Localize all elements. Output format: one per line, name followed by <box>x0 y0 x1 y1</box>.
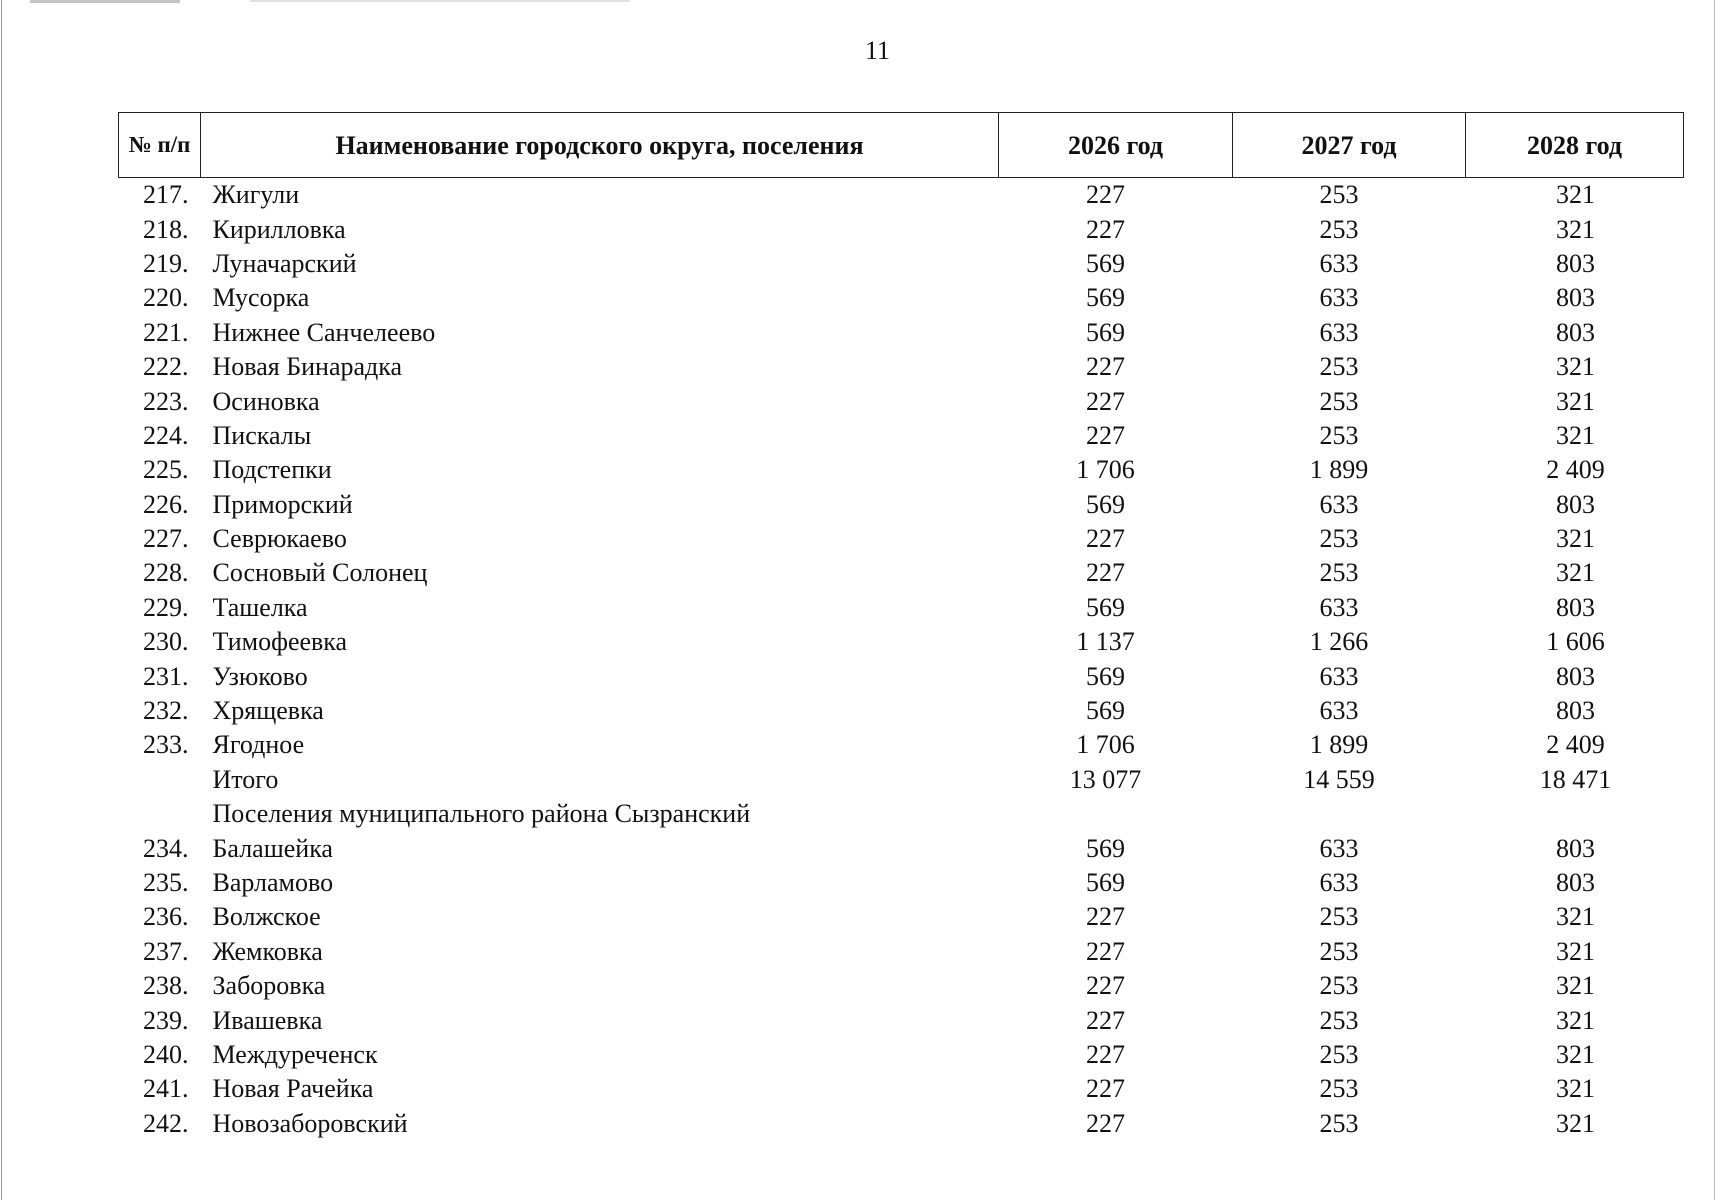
row-value-2027: 633 <box>1319 868 1359 897</box>
row-value-2027: 633 <box>1319 248 1359 278</box>
row-name: Варламово <box>212 868 334 897</box>
row-number: 234. <box>143 833 189 863</box>
row-name: Ташелка <box>212 592 308 622</box>
table-row <box>119 281 1684 315</box>
row-value-2028: 803 <box>1556 833 1595 863</box>
row-value-2027: 633 <box>1319 833 1359 863</box>
row-name: Сосновый Солонец <box>212 558 428 588</box>
row-value-2028: 321 <box>1556 524 1595 554</box>
row-number: 229. <box>143 592 189 622</box>
row-value-2027: 253 <box>1319 214 1359 244</box>
row-name: Приморский <box>212 489 353 519</box>
row-value-2028: 321 <box>1556 180 1595 210</box>
row-value-2027: 14 559 <box>1303 764 1375 794</box>
row-value-2027: 253 <box>1319 524 1359 554</box>
row-value-2026: 227 <box>1086 902 1125 932</box>
row-name: Ивашевка <box>212 1005 323 1035</box>
table-row <box>119 212 1684 246</box>
row-value-2028: 803 <box>1556 592 1595 622</box>
row-name: Новозаборовский <box>212 1108 408 1138</box>
row-value-2028: 803 <box>1556 283 1595 313</box>
table-row <box>119 659 1684 693</box>
row-value-2027 <box>1233 797 1466 831</box>
row-name: Волжское <box>212 902 321 932</box>
header-2028: 2028 год <box>1466 113 1684 178</box>
row-value-2027: 253 <box>1319 420 1359 450</box>
row-number: 218. <box>143 214 189 244</box>
row-value-2026 <box>999 797 1233 831</box>
row-value-2028: 321 <box>1556 420 1595 450</box>
row-value-2026: 569 <box>1086 248 1125 278</box>
row-value-2027: 253 <box>1319 936 1359 966</box>
row-number: 228. <box>143 558 189 588</box>
row-value-2026: 227 <box>1086 386 1125 416</box>
row-value-2028: 803 <box>1556 696 1595 726</box>
row-number: 220. <box>143 283 189 313</box>
row-value-2027: 253 <box>1319 386 1359 416</box>
table-row <box>119 591 1684 625</box>
row-value-2028: 18 471 <box>1539 764 1612 794</box>
row-value-2026: 227 <box>1086 971 1125 1001</box>
scan-edge-right <box>1714 0 1715 1200</box>
row-value-2028: 321 <box>1556 1039 1595 1069</box>
table-row <box>119 178 1684 213</box>
row-number: 238. <box>143 971 189 1001</box>
row-value-2028: 803 <box>1556 868 1595 897</box>
row-name: Осиновка <box>212 386 320 416</box>
row-value-2028: 321 <box>1556 558 1595 588</box>
table-row <box>119 831 1684 865</box>
page-number: 11 <box>864 36 891 65</box>
row-name: Ягодное <box>212 730 305 760</box>
row-name: Итого <box>212 764 279 794</box>
row-value-2027: 253 <box>1319 971 1359 1001</box>
row-number: 219. <box>143 248 189 278</box>
row-number: 233. <box>143 730 189 760</box>
row-value-2028: 321 <box>1556 971 1595 1001</box>
row-name: Поселения муниципального района Сызранский <box>212 799 751 829</box>
row-value-2026: 1 706 <box>1076 455 1135 485</box>
row-value-2027: 1 899 <box>1309 730 1369 760</box>
row-number: 227. <box>143 524 189 554</box>
row-name: Луначарский <box>212 248 357 278</box>
row-value-2027: 253 <box>1319 1005 1359 1035</box>
row-value-2027: 253 <box>1319 558 1359 588</box>
row-name: Жемковка <box>212 936 323 966</box>
row-number: 237. <box>143 936 189 966</box>
table-row <box>119 797 1684 831</box>
row-value-2026: 569 <box>1086 283 1125 313</box>
row-name: Кирилловка <box>212 214 346 244</box>
row-value-2027: 253 <box>1319 180 1359 210</box>
row-name: Междуреченск <box>212 1039 378 1069</box>
row-number: 224. <box>143 420 189 450</box>
row-value-2026: 227 <box>1086 420 1125 450</box>
row-number: 231. <box>143 661 189 691</box>
row-value-2026: 227 <box>1086 214 1125 244</box>
table-row <box>119 763 1684 797</box>
row-value-2027: 1 899 <box>1309 455 1369 485</box>
row-number: 239. <box>143 1005 189 1035</box>
table-row <box>119 419 1684 453</box>
row-value-2026: 569 <box>1086 868 1125 897</box>
header-name: Наименование городского округа, поселения <box>201 113 999 178</box>
row-number: 230. <box>143 627 189 657</box>
row-value-2026: 227 <box>1086 524 1125 554</box>
table-row <box>119 935 1684 969</box>
row-value-2028: 2 409 <box>1546 730 1605 760</box>
table-row <box>119 625 1684 659</box>
row-number: 232. <box>143 696 189 726</box>
row-value-2026: 227 <box>1086 1005 1125 1035</box>
row-value-2028: 321 <box>1556 1005 1595 1035</box>
row-number: 217. <box>143 180 189 210</box>
row-value-2027: 253 <box>1319 1039 1359 1069</box>
row-value-2026: 227 <box>1086 558 1125 588</box>
scan-artifact <box>30 0 180 3</box>
row-value-2028: 321 <box>1556 352 1595 382</box>
row-value-2028: 2 409 <box>1546 455 1605 485</box>
row-name: Жигули <box>212 180 300 210</box>
row-value-2026: 569 <box>1086 317 1125 347</box>
row-value-2028: 321 <box>1556 386 1595 416</box>
row-number: 242. <box>143 1108 189 1138</box>
row-value-2028: 321 <box>1556 902 1595 932</box>
table-row <box>119 1038 1684 1072</box>
table-row <box>119 694 1684 728</box>
row-name: Новая Рачейка <box>212 1074 374 1104</box>
row-value-2026: 227 <box>1086 1108 1125 1138</box>
row-number: 222. <box>143 352 189 382</box>
row-name: Новая Бинарадка <box>212 352 403 382</box>
row-value-2026: 13 077 <box>1069 764 1142 794</box>
row-value-2026: 569 <box>1086 661 1125 691</box>
row-value-2027: 253 <box>1319 902 1359 932</box>
row-number: 226. <box>143 489 189 519</box>
row-value-2027: 633 <box>1319 661 1359 691</box>
table-row <box>119 247 1684 281</box>
table-row <box>119 866 1684 900</box>
row-name: Узюково <box>212 661 308 691</box>
header-number: № п/п <box>119 113 201 178</box>
row-number: 240. <box>143 1039 189 1069</box>
row-value-2026: 227 <box>1086 180 1125 210</box>
header-2027: 2027 год <box>1233 113 1466 178</box>
row-value-2028: 803 <box>1556 248 1595 278</box>
scan-edge-left <box>1 0 2 1200</box>
row-value-2027: 633 <box>1319 489 1359 519</box>
row-number: 225. <box>143 455 189 485</box>
table-row <box>119 728 1684 762</box>
row-value-2028: 1 606 <box>1546 627 1605 657</box>
row-value-2026: 227 <box>1086 352 1125 382</box>
row-value-2028: 321 <box>1556 1108 1595 1138</box>
row-value-2026: 227 <box>1086 1074 1125 1104</box>
table-row <box>119 488 1684 522</box>
row-value-2028: 321 <box>1556 214 1595 244</box>
row-value-2027: 253 <box>1319 352 1359 382</box>
table-row <box>119 900 1684 934</box>
table-row <box>119 350 1684 384</box>
row-number <box>119 763 201 797</box>
table-row <box>119 1072 1684 1106</box>
row-value-2026: 569 <box>1086 833 1125 863</box>
row-number: 235. <box>143 868 189 897</box>
row-value-2026: 569 <box>1086 489 1125 519</box>
table-row <box>119 556 1684 590</box>
row-name: Заборовка <box>212 971 326 1001</box>
row-value-2028: 321 <box>1556 936 1595 966</box>
row-number: 223. <box>143 386 189 416</box>
row-number: 241. <box>143 1074 189 1104</box>
row-number <box>119 797 201 831</box>
scan-artifact <box>250 0 630 2</box>
table-body <box>119 178 1684 1141</box>
row-number: 236. <box>143 902 189 932</box>
row-value-2028: 803 <box>1556 489 1595 519</box>
header-2026: 2026 год <box>999 113 1233 178</box>
row-value-2028: 321 <box>1556 1074 1595 1104</box>
row-name: Тимофеевка <box>212 627 348 657</box>
table-row <box>119 522 1684 556</box>
row-value-2026: 1 137 <box>1076 627 1135 657</box>
row-name: Пискалы <box>212 420 312 450</box>
row-value-2027: 633 <box>1319 283 1359 313</box>
table-row <box>119 316 1684 350</box>
row-name: Подстепки <box>212 455 332 485</box>
row-value-2027: 253 <box>1319 1108 1359 1138</box>
row-value-2026: 1 706 <box>1076 730 1135 760</box>
row-value-2026: 227 <box>1086 936 1125 966</box>
row-name: Мусорка <box>212 283 310 313</box>
table-row <box>119 969 1684 1003</box>
row-value-2028: 803 <box>1556 317 1595 347</box>
row-value-2027: 633 <box>1319 696 1359 726</box>
row-name: Балашейка <box>212 833 333 863</box>
table-row <box>119 1107 1684 1141</box>
settlements-table <box>118 112 1684 1141</box>
row-name: Нижнее Санчелеево <box>212 317 436 347</box>
row-value-2027: 253 <box>1319 1074 1359 1104</box>
row-value-2028 <box>1466 797 1684 831</box>
row-value-2026: 569 <box>1086 696 1125 726</box>
table-row <box>119 384 1684 418</box>
row-value-2027: 633 <box>1319 317 1359 347</box>
row-value-2026: 227 <box>1086 1039 1125 1069</box>
row-number: 221. <box>143 317 189 347</box>
row-value-2028: 803 <box>1556 661 1595 691</box>
row-value-2026: 569 <box>1086 592 1125 622</box>
table-row <box>119 453 1684 487</box>
table-row <box>119 1003 1684 1037</box>
table-header <box>119 113 1684 178</box>
row-name: Хрящевка <box>212 696 324 726</box>
row-value-2027: 1 266 <box>1309 627 1369 657</box>
row-name: Севрюкаево <box>212 524 347 554</box>
row-value-2027: 633 <box>1319 592 1359 622</box>
